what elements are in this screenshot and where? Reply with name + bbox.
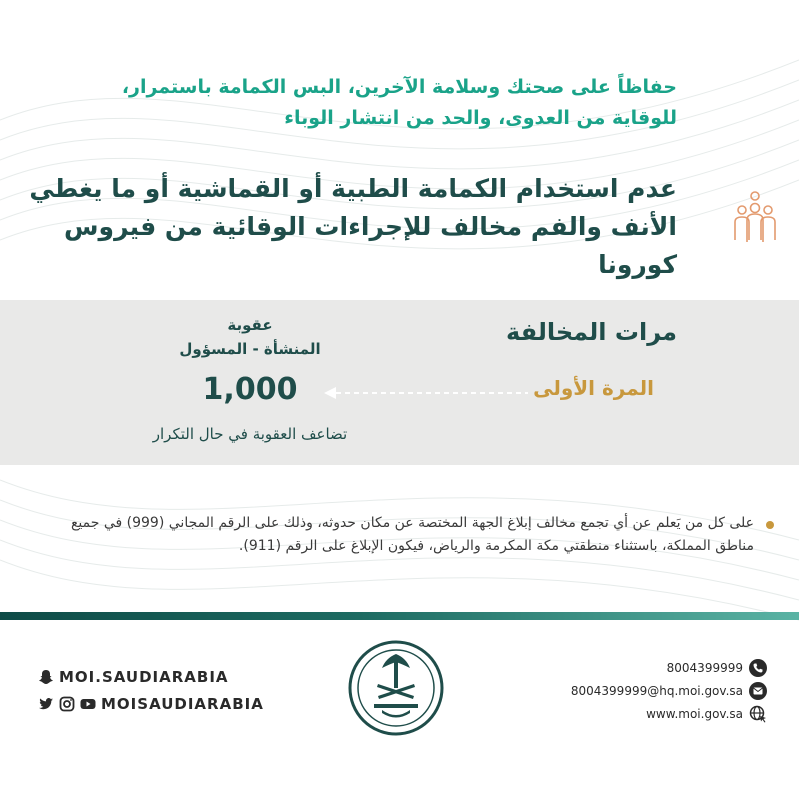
intro-line-1: حفاظاً على صحتك وسلامة الآخرين، البس الكمامة باستمرار، [121,76,677,98]
phone-icon [749,659,767,677]
headline-line-1: عدم استخدام الكمامة الطبية أو القماشية أو ما يغطي [29,174,677,203]
globe-icon [749,705,767,723]
notice-text: على كل من يَعلم عن أي تجمع مخالف إبلاغ الجهة المختصة عن مكان حدوثه، وذلك على الرقم المجاني (999) في جميع مناطق المملكة، باستثناء منطقتي مكة المكرمة والرياض، فيكون الإبلاغ على الرقم (911). [70,515,754,554]
website-row[interactable] [646,705,767,723]
snapchat-handle: MOI.SAUDIARABIA [59,668,229,686]
penalty-heading-line-1: عقوبة [227,316,273,334]
instagram-icon[interactable] [59,696,75,712]
social-handle-row[interactable] [38,695,264,713]
penalty-heading [140,313,360,361]
snapchat-icon [38,669,54,685]
phone-number: 8004399999 [666,661,743,675]
social-handle: MOISAUDIARABIA [101,695,264,713]
first-time-label: المرة الأولى [533,376,654,400]
violations-heading: مرات المخالفة [506,318,677,346]
phone-row[interactable] [667,659,767,677]
twitter-icon[interactable] [38,696,54,712]
footer-divider [0,612,799,620]
people-icon [728,188,782,248]
intro-line-2: للوقاية من العدوى، والحد من انتشار الوباء [284,107,677,129]
snapchat-handle-row[interactable] [38,668,229,686]
repeat-note: تضاعف العقوبة في حال التكرار [152,425,348,443]
website-url: www.moi.gov.sa [646,707,743,721]
email-row[interactable] [571,682,767,700]
headline-line-2: الأنف والفم مخالف للإجراءات الوقائية من فيروس كورونا [64,212,677,279]
penalty-heading-line-2: المنشأة - المسؤول [179,340,321,358]
youtube-icon[interactable] [80,696,96,712]
headline [17,170,677,284]
email-address: 8004399999@hq.moi.gov.sa [570,684,743,698]
email-icon [749,682,767,700]
penalty-amount: 1,000 [202,372,298,407]
emblem-logo [348,640,444,736]
intro-text [57,72,677,134]
bullet-icon [766,521,774,529]
